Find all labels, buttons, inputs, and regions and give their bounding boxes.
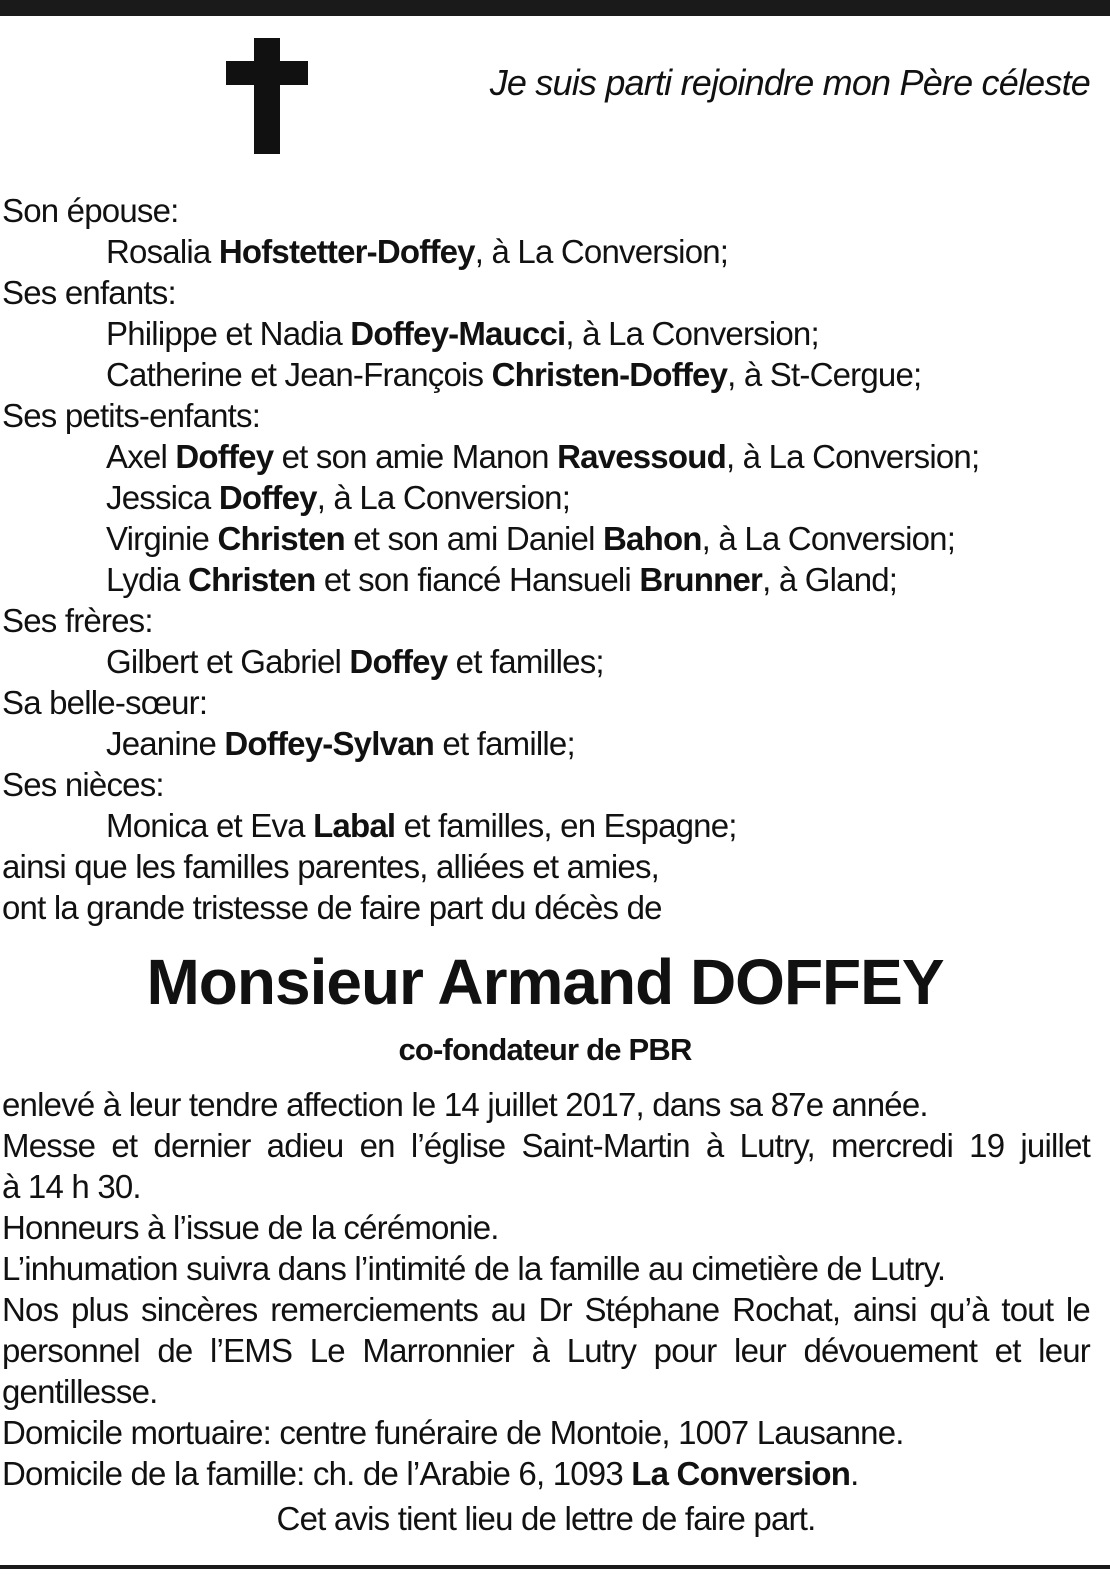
top-rule [0, 0, 1110, 16]
grandchild-entry: Axel Doffey et son amie Manon Ravessoud, à La Conversion; [106, 438, 980, 475]
spouse-heading: Son épouse: [2, 192, 179, 229]
epigraph: Je suis parti rejoindre mon Père céleste [489, 62, 1090, 103]
grandchild-entry: Virginie Christen et son ami Daniel Bahon, à La Conversion; [106, 520, 956, 557]
details-line: enlevé à leur tendre affection le 14 juillet 2017, dans sa 87e année. [2, 1086, 928, 1123]
grandchildren-heading: Ses petits-enfants: [2, 397, 261, 434]
details-line: Messe et dernier adieu en l’église Saint-Martin à Lutry, mercredi 19 juillet [2, 1127, 1090, 1164]
closing-line: ainsi que les familles parentes, alliées et amies, [2, 848, 660, 885]
closing-note: Cet avis tient lieu de lettre de faire part. [276, 1500, 816, 1537]
details-line: gentillesse. [2, 1373, 158, 1410]
spouse-entry: Rosalia Hofstetter-Doffey, à La Conversion; [106, 233, 729, 270]
details-line: Honneurs à l’issue de la cérémonie. [2, 1209, 499, 1246]
details-line: L’inhumation suivra dans l’intimité de la famille au cimetière de Lutry. [2, 1250, 946, 1287]
child-entry: Catherine et Jean-François Christen-Doffey, à St-Cergue; [106, 356, 922, 393]
deceased-name: Monsieur Armand DOFFEY [146, 946, 944, 1018]
details-line: à 14 h 30. [2, 1168, 141, 1205]
closing-line: ont la grande tristesse de faire part du décès de [2, 889, 662, 926]
deceased-title: co-fondateur de PBR [398, 1032, 692, 1067]
child-entry: Philippe et Nadia Doffey-Maucci, à La Conversion; [106, 315, 819, 352]
sister-in-law-entry: Jeanine Doffey-Sylvan et famille; [106, 725, 575, 762]
children-heading: Ses enfants: [2, 274, 176, 311]
details-line: Domicile mortuaire: centre funéraire de Montoie, 1007 Lausanne. [2, 1414, 904, 1451]
details-line: Nos plus sincères remerciements au Dr Stéphane Rochat, ainsi qu’à tout le [2, 1291, 1090, 1328]
family-address: Domicile de la famille: ch. de l’Arabie 6, 1093 La Conversion. [2, 1455, 859, 1492]
details-block [2, 1084, 1090, 1539]
sister-in-law-heading: Sa belle-sœur: [2, 684, 208, 721]
grandchild-entry: Jessica Doffey, à La Conversion; [106, 479, 571, 516]
grandchild-entry: Lydia Christen et son fiancé Hansueli Brunner, à Gland; [106, 561, 898, 598]
brothers-entry: Gilbert et Gabriel Doffey et familles; [106, 643, 604, 680]
nieces-heading: Ses nièces: [2, 766, 164, 803]
brothers-heading: Ses frères: [2, 602, 153, 639]
nieces-entry: Monica et Eva Labal et familles, en Espagne; [106, 807, 737, 844]
bottom-rule [0, 1565, 1110, 1569]
details-line: personnel de l’EMS Le Marronnier à Lutry pour leur dévouement et leur [2, 1332, 1090, 1369]
family-list [2, 190, 1102, 928]
